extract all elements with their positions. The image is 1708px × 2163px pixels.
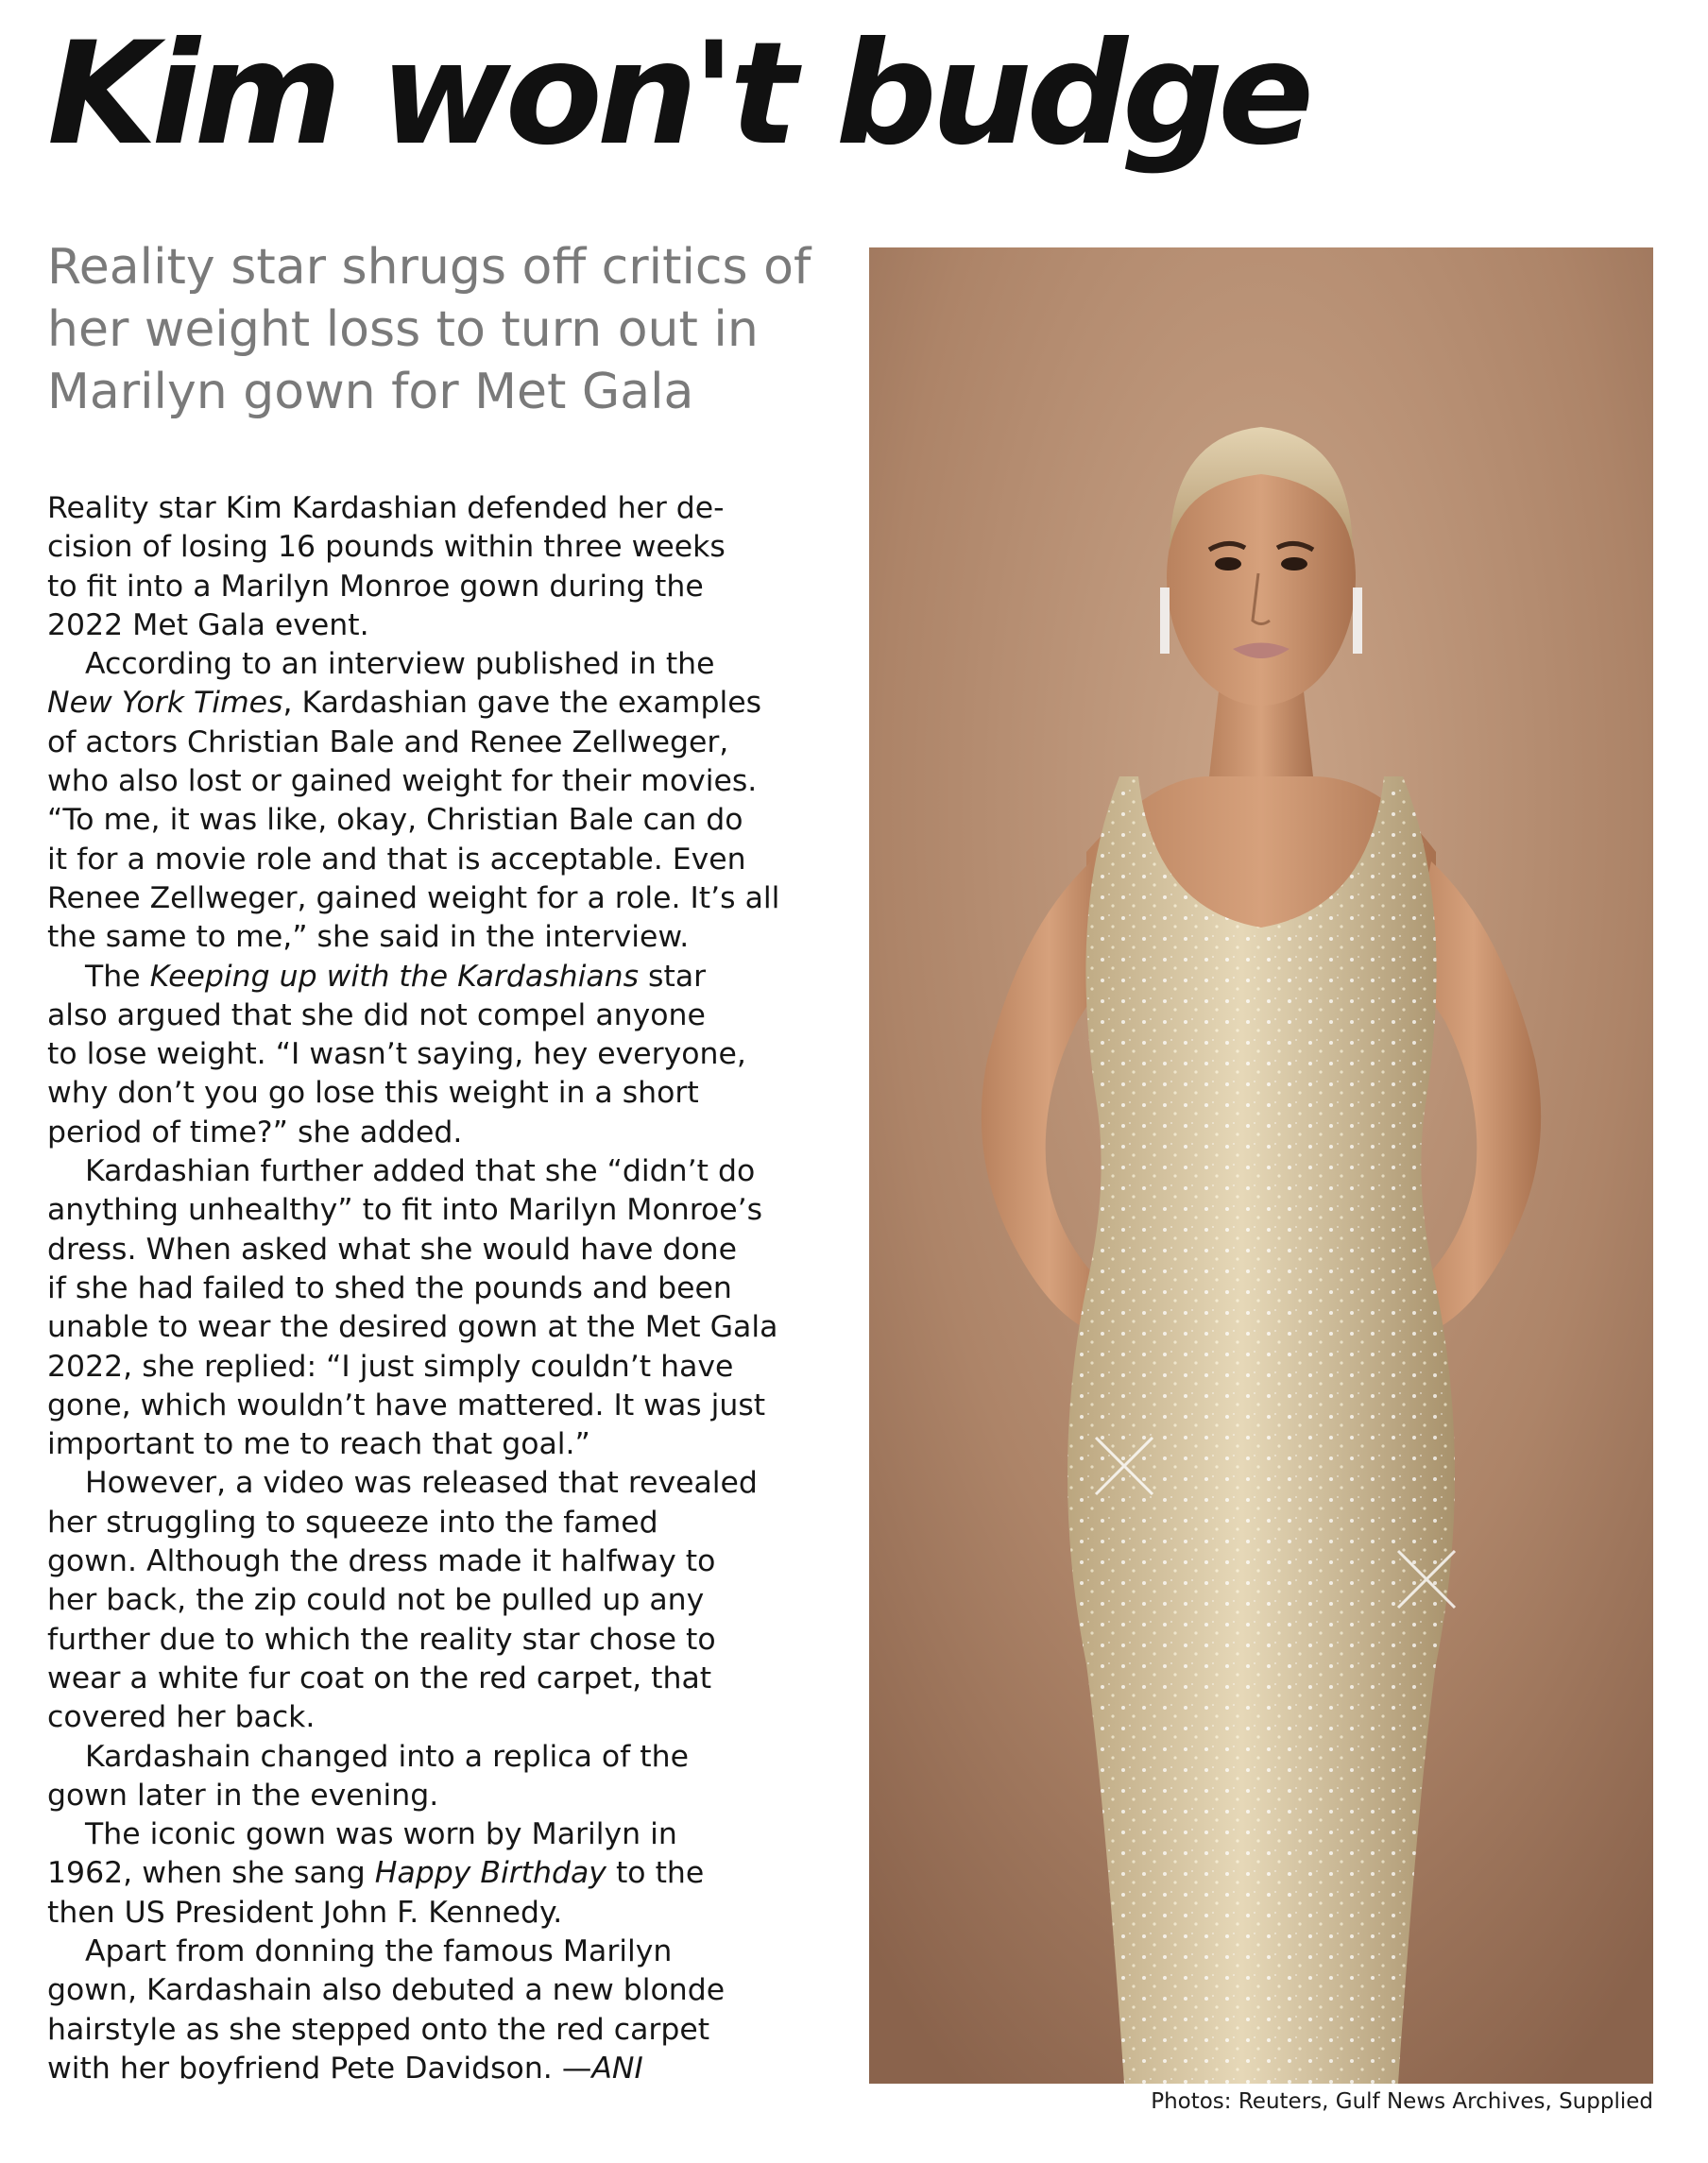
text-segment: Reality star Kim Kardashian defended her de- cision of losing 16 pounds within three weeks to fit into a Marilyn Monroe gown during the 2022 Met Gala event. bbox=[47, 491, 726, 642]
text-segment: However, a video was released that revealed her struggling to squeeze into the famed gown. Although the dress made it halfway to her back, the zip could not be pulled up any further due to which the reality star chose to wear a white fur coat on the red carpet, that covered her back. bbox=[47, 1466, 758, 1735]
italic-text-segment: New York Times bbox=[47, 686, 283, 721]
article-body bbox=[47, 489, 841, 2088]
italic-text-segment: Happy Birthday bbox=[374, 1856, 606, 1891]
article-paragraph bbox=[47, 1464, 841, 1737]
article-paragraph bbox=[47, 1933, 841, 2088]
photo-illustration bbox=[869, 247, 1653, 2084]
article-paragraph bbox=[47, 1738, 841, 1816]
text-segment: , Kardashian gave the examples of actors Christian Bale and Renee Zellweger, who also lost or gained weight for their movies. “To me, it was like, okay, Christian Bale can do it for a movie role and that is acceptable. Even Renee Zellweger, gained weight for a role. It’s all the same to me,” she said in the interview. bbox=[47, 686, 780, 955]
text-segment: to the then US President John F. Kennedy. bbox=[47, 1856, 705, 1930]
text-segment: The iconic gown was worn by Marilyn in 1962, when she sang bbox=[47, 1817, 677, 1891]
text-segment: According to an interview published in the bbox=[85, 647, 715, 682]
subheadline: Reality star shrugs off critics of her weight loss to turn out in Marilyn gown for Met Gala bbox=[47, 239, 811, 420]
text-segment: Kardashian further added that she “didn’t do anything unhealthy” to fit into Marilyn Monroe’s dress. When asked what she would have done if she had failed to shed the pounds and been unable to wear the desired gown at the Met Gala 2022, she replied: “I just simply couldn’t have gone, which wouldn’t have mattered. It was just important to me to reach that goal.” bbox=[47, 1154, 778, 1462]
photo-kim-kardashian-marilyn-gown bbox=[869, 247, 1653, 2084]
italic-text-segment: ANI bbox=[591, 2051, 643, 2086]
article-paragraph bbox=[47, 645, 841, 957]
article-paragraph bbox=[47, 489, 841, 645]
text-segment: Kardashain changed into a replica of the gown later in the evening. bbox=[47, 1739, 689, 1813]
article-paragraph bbox=[47, 1815, 841, 1933]
text-segment: star also argued that she did not compel anyone to lose weight. “I wasn’t saying, hey everyone, why don’t you go lose this weight in a short period of time?” she added. bbox=[47, 959, 746, 1150]
photo-credit: Photos: Reuters, Gulf News Archives, Supplied bbox=[1151, 2089, 1653, 2114]
headline: Kim won't budge bbox=[47, 12, 1309, 177]
article-paragraph bbox=[47, 958, 841, 1152]
text-segment: The bbox=[85, 959, 150, 994]
italic-text-segment: Keeping up with the Kardashians bbox=[149, 959, 640, 994]
text-segment: Apart from donning the famous Marilyn gown, Kardashain also debuted a new blonde hairstyle as she stepped onto the red carpet with her boyfriend Pete Davidson. — bbox=[47, 1933, 726, 2086]
article-paragraph bbox=[47, 1152, 841, 1464]
